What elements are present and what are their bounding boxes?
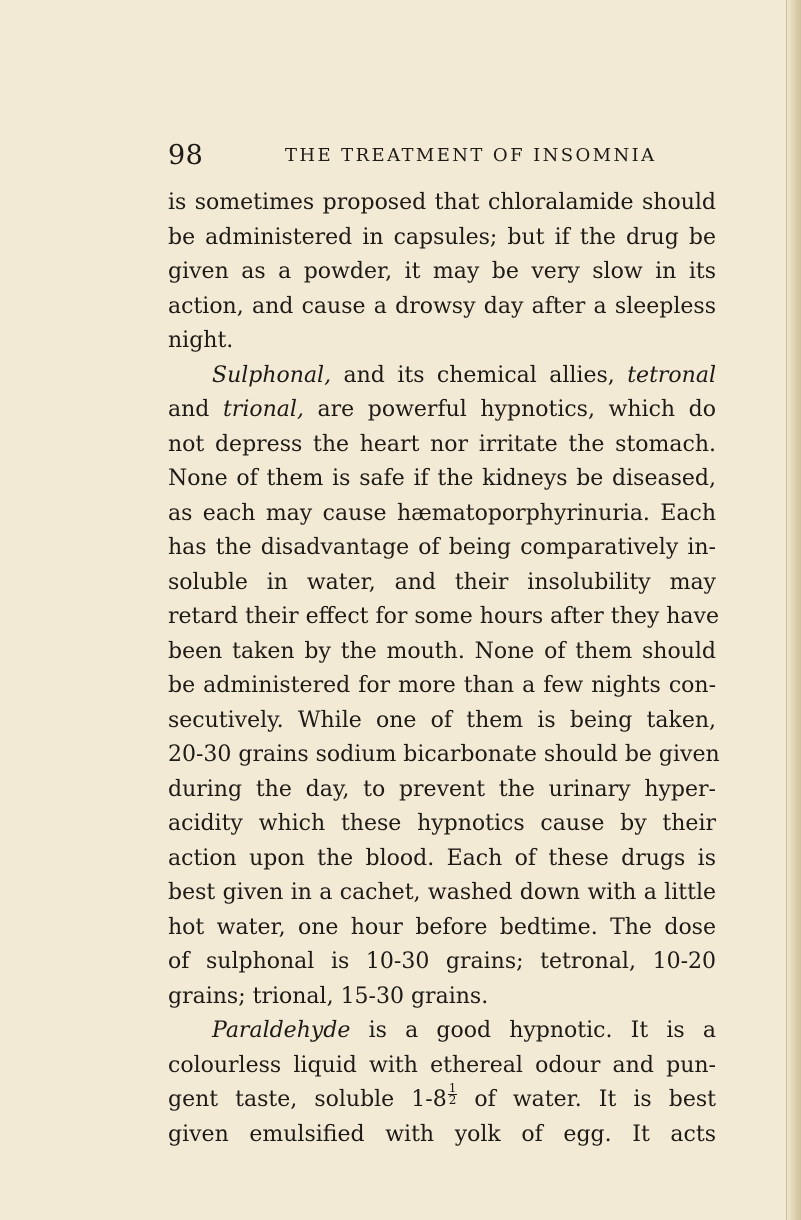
text-line: colourless liquid with ethereal odour and pun- [168, 1052, 716, 1078]
text-line: soluble in water, and their insolubility may [168, 569, 716, 595]
text-line: as each may cause hæmatoporphyrinuria. Each [168, 500, 716, 526]
text-line: of sulphonal is 10-30 grains; tetronal, 10-20 [168, 949, 716, 974]
text-line: not depress the heart nor irritate the stomach. [168, 431, 716, 457]
text-line: be administered in capsules; but if the drug be [168, 224, 716, 250]
text-fragment: gent taste, soluble 1-8 [168, 1087, 447, 1112]
text-line: given as a powder, it may be very slow in its [168, 259, 716, 284]
text-line: given emulsified with yolk of egg. It acts [168, 1121, 716, 1147]
text-line: night. [168, 328, 234, 353]
text-line: acidity which these hypnotics cause by their [168, 811, 716, 836]
running-header [168, 136, 716, 176]
body-text [168, 186, 720, 1152]
text-fragment: and [168, 397, 223, 422]
text-line: 20-30 grains sodium bicarbonate should be given [168, 742, 720, 767]
paragraph-sulphonal-start [168, 359, 716, 394]
text-line [168, 393, 716, 428]
drug-name-trional: trional, [222, 397, 304, 422]
text-line: during the day, to prevent the urinary hyper- [168, 776, 716, 802]
fraction-one-half [448, 1083, 458, 1106]
text-fragment: and its chemical allies, [331, 362, 628, 388]
drug-name-tetronal: tetronal [627, 362, 716, 388]
text-fragment: of water. It is best [457, 1087, 716, 1112]
text-line: has the disadvantage of being comparatively in- [168, 535, 716, 560]
text-line: None of them is safe if the kidneys be diseased, [168, 466, 716, 491]
text-line: is sometimes proposed that chloralamide should [168, 190, 716, 215]
text-line [168, 1083, 716, 1118]
drug-name-sulphonal: Sulphonal, [212, 362, 332, 388]
drug-name-paraldehyde: Paraldehyde [212, 1018, 351, 1043]
fraction-numerator: 1 [448, 1081, 457, 1095]
running-title: THE TREATMENT OF INSOMNIA [285, 145, 657, 166]
text-line: action, and cause a drowsy day after a sleepless [168, 293, 716, 319]
paragraph-paraldehyde-start [168, 1014, 716, 1049]
text-line: be administered for more than a few nights con- [168, 673, 716, 698]
text-line: retard their effect for some hours after they have [168, 604, 719, 629]
text-line: grains; trional, 15-30 grains. [168, 983, 489, 1009]
text-line: hot water, one hour before bedtime. The dose [168, 914, 716, 940]
fraction-denominator: 2 [448, 1093, 457, 1107]
page-number: 98 [168, 140, 204, 171]
text-line: secutively. While one of them is being taken, [168, 707, 716, 733]
text-line: been taken by the mouth. None of them should [168, 638, 716, 664]
text-line: action upon the blood. Each of these drugs is [168, 845, 716, 871]
text-fragment: is a good hypnotic. It is a [350, 1018, 716, 1043]
page-edge-shadow [786, 0, 801, 1220]
text-line: best given in a cachet, washed down with a little [168, 880, 716, 905]
text-fragment: are powerful hypnotics, which do [303, 397, 716, 422]
